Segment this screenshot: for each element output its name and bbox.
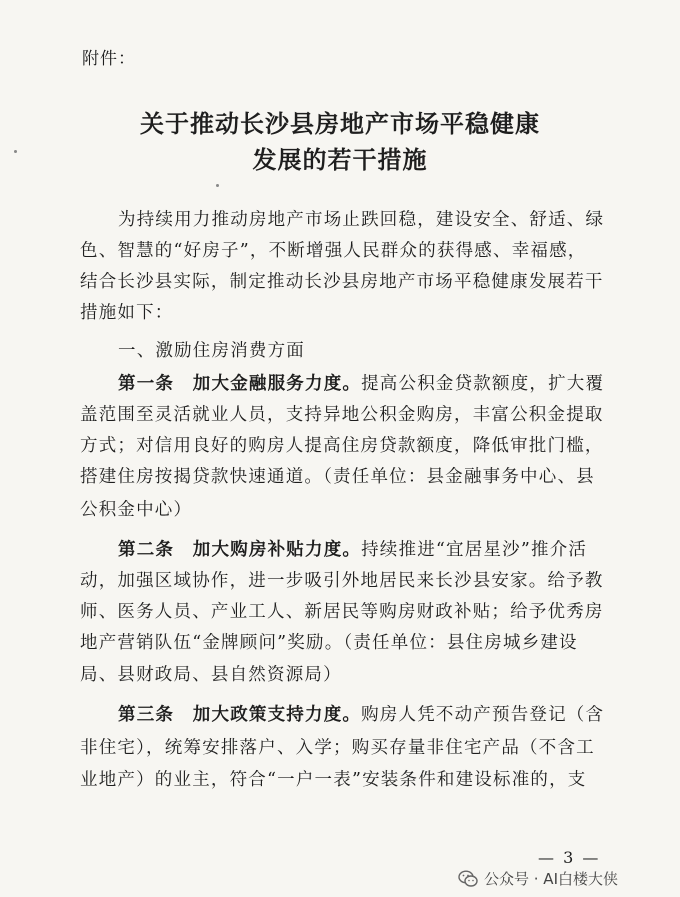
body-text: 措施如下： (80, 303, 174, 323)
body-text: 方式；对信用良好的购房人提高住房贷款额度，降低审批门槛， (80, 436, 604, 456)
watermark-text: 公众号 · AI白楼大侠 (484, 870, 618, 888)
body-line (80, 734, 600, 759)
body-text: 一、激励住房消费方面 (118, 341, 305, 361)
body-line (80, 496, 600, 521)
body-text: 业地产）的业主，符合“一户一表”安装条件和建设标准的，支 (80, 770, 587, 790)
article-heading: 第二条 加大购房补贴力度。 (118, 540, 362, 560)
body-text: 盖范围至灵活就业人员，支持异地公积金购房，丰富公积金提取 (80, 405, 604, 425)
document-title-line1: 关于推动长沙县房地产市场平稳健康 (140, 109, 540, 138)
body-text: 师、医务人员、产业工人、新居民等购房财政补贴；给予优秀房 (80, 602, 604, 622)
body-text: 色、智慧的“好房子”，不断增强人民群众的获得感、幸福感， (80, 241, 587, 261)
body-line (118, 701, 638, 726)
body-text: 局、县财政局、县自然资源局） (80, 665, 342, 685)
body-line (118, 370, 638, 395)
document-title-line2: 发展的若干措施 (252, 145, 428, 174)
body-line (80, 629, 600, 654)
body-line (80, 299, 600, 324)
body-line (80, 661, 600, 686)
article-heading: 第一条 加大金融服务力度。 (118, 374, 362, 394)
body-line (80, 598, 604, 623)
watermark (458, 868, 618, 889)
body-text: 提高公积金贷款额度，扩大覆 (361, 374, 605, 394)
page-number: — 3 — (538, 848, 601, 867)
body-text: 结合长沙县实际，制定推动长沙县房地产市场平稳健康发展若干 (80, 272, 604, 292)
body-line (80, 567, 604, 592)
body-line (80, 766, 600, 791)
body-line (118, 206, 638, 231)
body-line (118, 337, 638, 362)
body-line (80, 463, 600, 488)
body-line (80, 401, 604, 426)
body-line (80, 237, 600, 262)
wechat-icon (458, 870, 478, 888)
scan-speck (216, 184, 219, 187)
body-line (80, 268, 604, 293)
body-text: 持续推进“宜居星沙”推介活 (361, 540, 588, 560)
body-text: 非住宅），统筹安排落户、入学；购买存量非住宅产品（不含工 (80, 738, 595, 758)
body-text: 地产营销队伍“金牌顾问”奖励。（责任单位：县住房城乡建设 (80, 633, 578, 653)
attachment-label: 附件： (82, 49, 136, 69)
article-heading: 第三条 加大政策支持力度。 (118, 705, 362, 725)
body-text: 搭建住房按揭贷款快速通道。（责任单位：县金融事务中心、县 (80, 467, 595, 487)
body-line (118, 536, 638, 561)
body-text: 购房人凭不动产预告登记（含 (361, 705, 605, 725)
body-text: 为持续用力推动房地产市场止跌回稳，建设安全、舒适、绿 (118, 210, 605, 230)
body-text: 动，加强区域协作，进一步吸引外地居民来长沙县安家。给予教 (80, 571, 604, 591)
body-text: 公积金中心） (80, 500, 193, 520)
body-line (80, 432, 604, 457)
